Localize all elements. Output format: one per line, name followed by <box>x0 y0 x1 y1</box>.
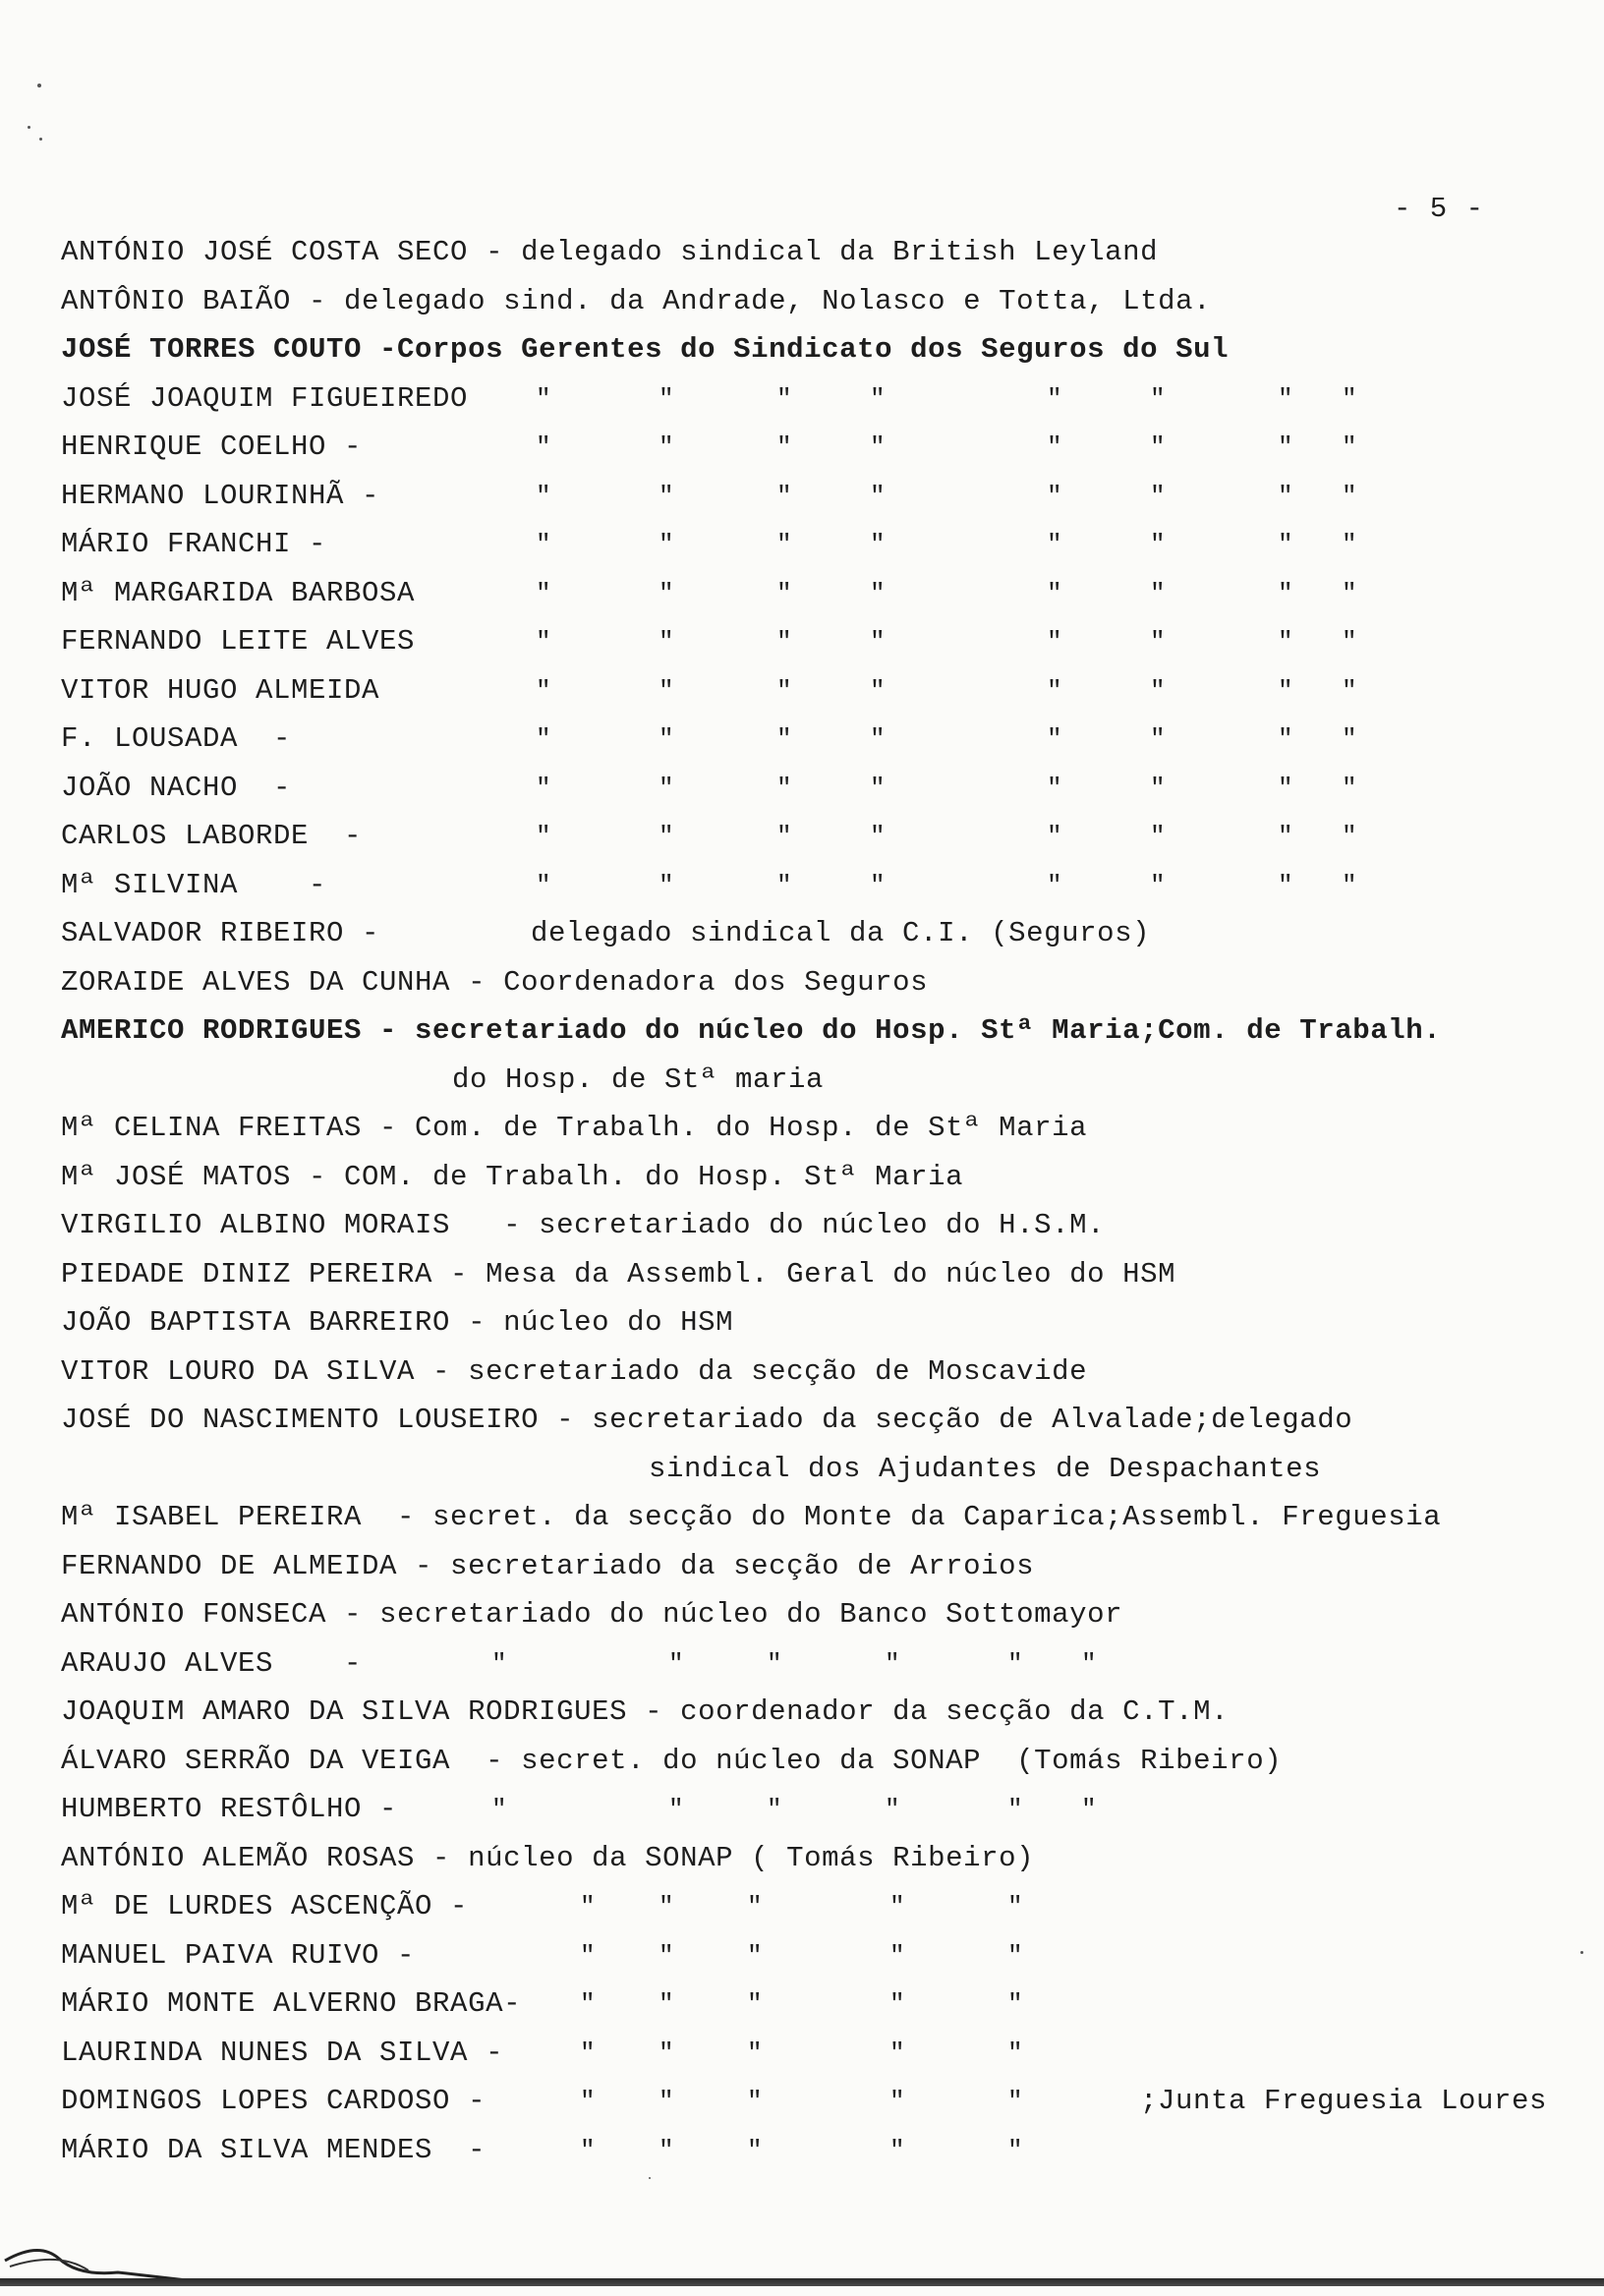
ditto-mark: " <box>659 2087 675 2116</box>
ditto-mark: " <box>668 1648 685 1679</box>
ditto-mark: " <box>776 822 793 851</box>
line-text: HERMANO LOURINHÃ - <box>61 479 380 512</box>
ditto-mark: " <box>889 2087 906 2116</box>
line-text: MÁRIO DA SILVA MENDES - <box>61 2133 487 2166</box>
ditto-mark: " <box>1150 822 1167 851</box>
line-text: FERNANDO DE ALMEIDA - secretariado da secção de Arroios <box>61 1549 1035 1582</box>
ditto-mark: " <box>659 627 675 657</box>
ditto-mark: " <box>659 2038 675 2068</box>
line-text: VITOR HUGO ALMEIDA <box>61 673 380 707</box>
ditto-mark: " <box>747 2087 764 2116</box>
ditto-mark: " <box>1150 870 1167 900</box>
ditto-mark: " <box>1150 383 1167 414</box>
ditto-mark: " <box>747 2038 764 2068</box>
line-text: Mª JOSÉ MATOS - COM. de Trabalh. do Hosp. Stª Maria <box>61 1160 964 1193</box>
ditto-mark: " <box>659 870 675 900</box>
line-text: SALVADOR RIBEIRO - <box>61 917 380 949</box>
line-text: CARLOS LABORDE - <box>61 820 363 852</box>
ditto-mark: " <box>747 1940 764 1971</box>
ditto-mark: " <box>659 1989 675 2019</box>
ditto-mark: " <box>1007 1989 1024 2019</box>
line-text: Mª CELINA FREITAS - Com. de Trabalh. do Hosp. de Stª Maria <box>61 1112 1088 1144</box>
ditto-mark: " <box>659 432 675 462</box>
ditto-mark: " <box>1007 2087 1024 2116</box>
line-text: MANUEL PAIVA RUIVO - <box>61 1938 416 1972</box>
line-text: JOSÉ JOAQUIM FIGUEIREDO <box>61 381 469 415</box>
ditto-mark: " <box>870 383 887 414</box>
ditto-mark: " <box>747 2135 764 2165</box>
ditto-mark: " <box>1047 773 1063 803</box>
ditto-mark: " <box>536 675 552 706</box>
ditto-mark: " <box>1150 773 1167 803</box>
line-text: MÁRIO FRANCHI - <box>61 528 327 560</box>
ditto-mark: " <box>1047 383 1063 414</box>
line-text: JOÃO NACHO - <box>61 771 292 804</box>
ditto-mark: " <box>1342 432 1358 462</box>
line-text: Mª DE LURDES ASCENÇÃO - <box>61 1890 469 1923</box>
ditto-mark: " <box>536 627 552 657</box>
ditto-mark: " <box>659 2135 675 2165</box>
ditto-mark: " <box>580 1989 597 2019</box>
ditto-mark: " <box>1342 724 1358 754</box>
line-text: JOSÉ DO NASCIMENTO LOUSEIRO - secretariado da secção de Alvalade;delegado <box>61 1404 1353 1436</box>
ditto-mark: " <box>776 870 793 900</box>
ditto-mark: " <box>536 530 552 559</box>
ditto-mark: " <box>1047 724 1063 754</box>
ditto-mark: " <box>776 530 793 559</box>
line-text: ZORAIDE ALVES DA CUNHA - Coordenadora dos Seguros <box>61 965 929 999</box>
ditto-mark: " <box>776 675 793 706</box>
ditto-mark: " <box>1007 2135 1024 2165</box>
ditto-mark: " <box>659 530 675 559</box>
ditto-mark: " <box>1342 675 1358 706</box>
line-text: JOÃO BAPTISTA BARREIRO - núcleo do HSM <box>61 1306 734 1339</box>
ditto-mark: " <box>1007 1795 1024 1824</box>
line-text: MÁRIO MONTE ALVERNO BRAGA- <box>61 1987 522 2020</box>
ditto-mark: " <box>889 2038 906 2068</box>
ditto-mark: " <box>1007 1648 1024 1679</box>
ditto-mark: " <box>1047 432 1063 462</box>
scan-speck <box>37 84 41 87</box>
ditto-mark: " <box>580 2038 597 2068</box>
ditto-mark: " <box>1150 675 1167 706</box>
ditto-mark: " <box>1150 530 1167 559</box>
line-text: ANTÔNIO BAIÃO - delegado sind. da Andrade, Nolasco e Totta, Ltda. <box>61 284 1212 317</box>
ditto-mark: " <box>1342 773 1358 803</box>
line-text: ANTÓNIO JOSÉ COSTA SECO - delegado sindical da British Leyland <box>61 236 1159 268</box>
line-text: DOMINGOS LOPES CARDOSO - <box>61 2085 487 2117</box>
line-text: ;Junta Freguesia Loures <box>1140 2085 1548 2117</box>
ditto-mark: " <box>668 1795 685 1824</box>
ditto-mark: " <box>870 627 887 657</box>
ditto-mark: " <box>1047 481 1063 511</box>
bottom-rule <box>0 2278 1604 2286</box>
ditto-mark: " <box>1047 530 1063 559</box>
ditto-mark: " <box>1342 822 1358 851</box>
ditto-mark: " <box>580 2135 597 2165</box>
ditto-mark: " <box>659 1940 675 1971</box>
ditto-mark: " <box>870 530 887 559</box>
ditto-mark: " <box>659 724 675 754</box>
ditto-mark: " <box>1007 2038 1024 2068</box>
ditto-mark: " <box>659 822 675 851</box>
ditto-mark: " <box>1047 822 1063 851</box>
ditto-mark: " <box>889 1892 906 1922</box>
line-text: ÁLVARO SERRÃO DA VEIGA - secret. do núcleo da SONAP (Tomás Ribeiro) <box>61 1744 1283 1777</box>
line-text: do Hosp. de Stª maria <box>452 1062 825 1096</box>
ditto-mark: " <box>1342 627 1358 657</box>
line-text: LAURINDA NUNES DA SILVA - <box>61 2036 504 2069</box>
ditto-mark: " <box>1150 627 1167 657</box>
ditto-mark: " <box>1150 724 1167 754</box>
ditto-mark: " <box>1278 724 1294 754</box>
ditto-mark: " <box>776 627 793 657</box>
line-text: ANTÓNIO FONSECA - secretariado do núcleo do Banco Sottomayor <box>61 1598 1123 1631</box>
line-text: PIEDADE DINIZ PEREIRA - Mesa da Assembl. Geral do núcleo do HSM <box>61 1257 1176 1291</box>
ditto-mark: " <box>536 481 552 511</box>
ditto-mark: " <box>1342 530 1358 559</box>
ditto-mark: " <box>1081 1648 1098 1679</box>
line-text: Mª SILVINA - <box>61 868 327 901</box>
ditto-mark: " <box>776 432 793 462</box>
ditto-mark: " <box>491 1648 508 1679</box>
line-text: VITOR LOURO DA SILVA - secretariado da secção de Moscavide <box>61 1354 1088 1388</box>
ditto-mark: " <box>767 1795 783 1824</box>
ditto-mark: " <box>747 1989 764 2019</box>
ditto-mark: " <box>1047 675 1063 706</box>
ditto-mark: " <box>1278 870 1294 900</box>
ditto-mark: " <box>1007 1892 1024 1922</box>
ditto-mark: " <box>885 1648 901 1679</box>
ditto-mark: " <box>659 481 675 511</box>
ditto-mark: " <box>659 1892 675 1922</box>
ditto-mark: " <box>870 578 887 608</box>
line-text: VIRGILIO ALBINO MORAIS - secretariado do núcleo do H.S.M. <box>61 1209 1106 1241</box>
line-text: Mª MARGARIDA BARBOSA <box>61 576 416 609</box>
ditto-mark: " <box>776 578 793 608</box>
ditto-mark: " <box>536 383 552 414</box>
ditto-mark: " <box>1007 1940 1024 1971</box>
ditto-mark: " <box>659 578 675 608</box>
ditto-mark: " <box>776 481 793 511</box>
page-number: - 5 - <box>1394 193 1485 225</box>
ditto-mark: " <box>870 870 887 900</box>
ditto-mark: " <box>1278 481 1294 511</box>
ditto-mark: " <box>536 822 552 851</box>
line-text: F. LOUSADA - <box>61 722 292 755</box>
ditto-mark: " <box>870 822 887 851</box>
ditto-mark: " <box>1342 870 1358 900</box>
ditto-mark: " <box>889 1989 906 2019</box>
ditto-mark: " <box>1278 383 1294 414</box>
line-text: delegado sindical da C.I. (Seguros) <box>531 917 1151 949</box>
ditto-mark: " <box>870 675 887 706</box>
ditto-mark: " <box>1342 481 1358 511</box>
ditto-mark: " <box>870 432 887 462</box>
ditto-mark: " <box>536 578 552 608</box>
ditto-mark: " <box>536 432 552 462</box>
ditto-mark: " <box>491 1795 508 1824</box>
ditto-mark: " <box>659 383 675 414</box>
line-text: HENRIQUE COELHO - <box>61 430 363 463</box>
ditto-mark: " <box>1047 627 1063 657</box>
line-text: sindical dos Ajudantes de Despachantes <box>649 1452 1322 1485</box>
ditto-mark: " <box>1278 578 1294 608</box>
ditto-mark: " <box>747 1892 764 1922</box>
ditto-mark: " <box>889 1940 906 1971</box>
ditto-mark: " <box>536 724 552 754</box>
ditto-mark: " <box>776 724 793 754</box>
ditto-mark: " <box>1278 432 1294 462</box>
ditto-mark: " <box>870 481 887 511</box>
line-text: ARAUJO ALVES - <box>61 1646 363 1680</box>
scan-speck <box>649 2177 651 2179</box>
ditto-mark: " <box>1342 578 1358 608</box>
ditto-mark: " <box>776 383 793 414</box>
line-text: HUMBERTO RESTÔLHO - <box>61 1793 398 1825</box>
ditto-mark: " <box>1278 773 1294 803</box>
ditto-mark: " <box>1047 578 1063 608</box>
line-text: AMERICO RODRIGUES - secretariado do núcleo do Hosp. Stª Maria;Com. de Trabalh. <box>61 1014 1442 1047</box>
ditto-mark: " <box>1342 383 1358 414</box>
ditto-mark: " <box>1150 481 1167 511</box>
ditto-mark: " <box>1047 870 1063 900</box>
ditto-mark: " <box>536 773 552 803</box>
ditto-mark: " <box>536 870 552 900</box>
line-text: ANTÓNIO ALEMÃO ROSAS - núcleo da SONAP ( Tomás Ribeiro) <box>61 1841 1035 1874</box>
ditto-mark: " <box>889 2135 906 2165</box>
ditto-mark: " <box>1150 432 1167 462</box>
ditto-mark: " <box>1278 822 1294 851</box>
ditto-mark: " <box>659 773 675 803</box>
scan-speck <box>39 138 42 141</box>
ditto-mark: " <box>1278 530 1294 559</box>
ditto-mark: " <box>580 1892 597 1922</box>
line-text: FERNANDO LEITE ALVES <box>61 625 416 658</box>
ditto-mark: " <box>885 1795 901 1824</box>
ditto-mark: " <box>1081 1795 1098 1824</box>
ditto-mark: " <box>1278 675 1294 706</box>
ditto-mark: " <box>1150 578 1167 608</box>
ditto-mark: " <box>870 773 887 803</box>
ditto-mark: " <box>580 1940 597 1971</box>
ditto-mark: " <box>776 773 793 803</box>
ditto-mark: " <box>1278 627 1294 657</box>
ditto-mark: " <box>659 675 675 706</box>
line-text: JOAQUIM AMARO DA SILVA RODRIGUES - coordenador da secção da C.T.M. <box>61 1695 1230 1728</box>
scan-speck <box>28 126 30 129</box>
line-text: JOSÉ TORRES COUTO -Corpos Gerentes do Sindicato dos Seguros do Sul <box>61 333 1230 366</box>
line-text: Mª ISABEL PEREIRA - secret. da secção do Monte da Caparica;Assembl. Freguesia <box>61 1501 1442 1533</box>
scan-speck <box>1580 1951 1583 1954</box>
ditto-mark: " <box>580 2087 597 2116</box>
ditto-mark: " <box>767 1648 783 1679</box>
ditto-mark: " <box>870 724 887 754</box>
